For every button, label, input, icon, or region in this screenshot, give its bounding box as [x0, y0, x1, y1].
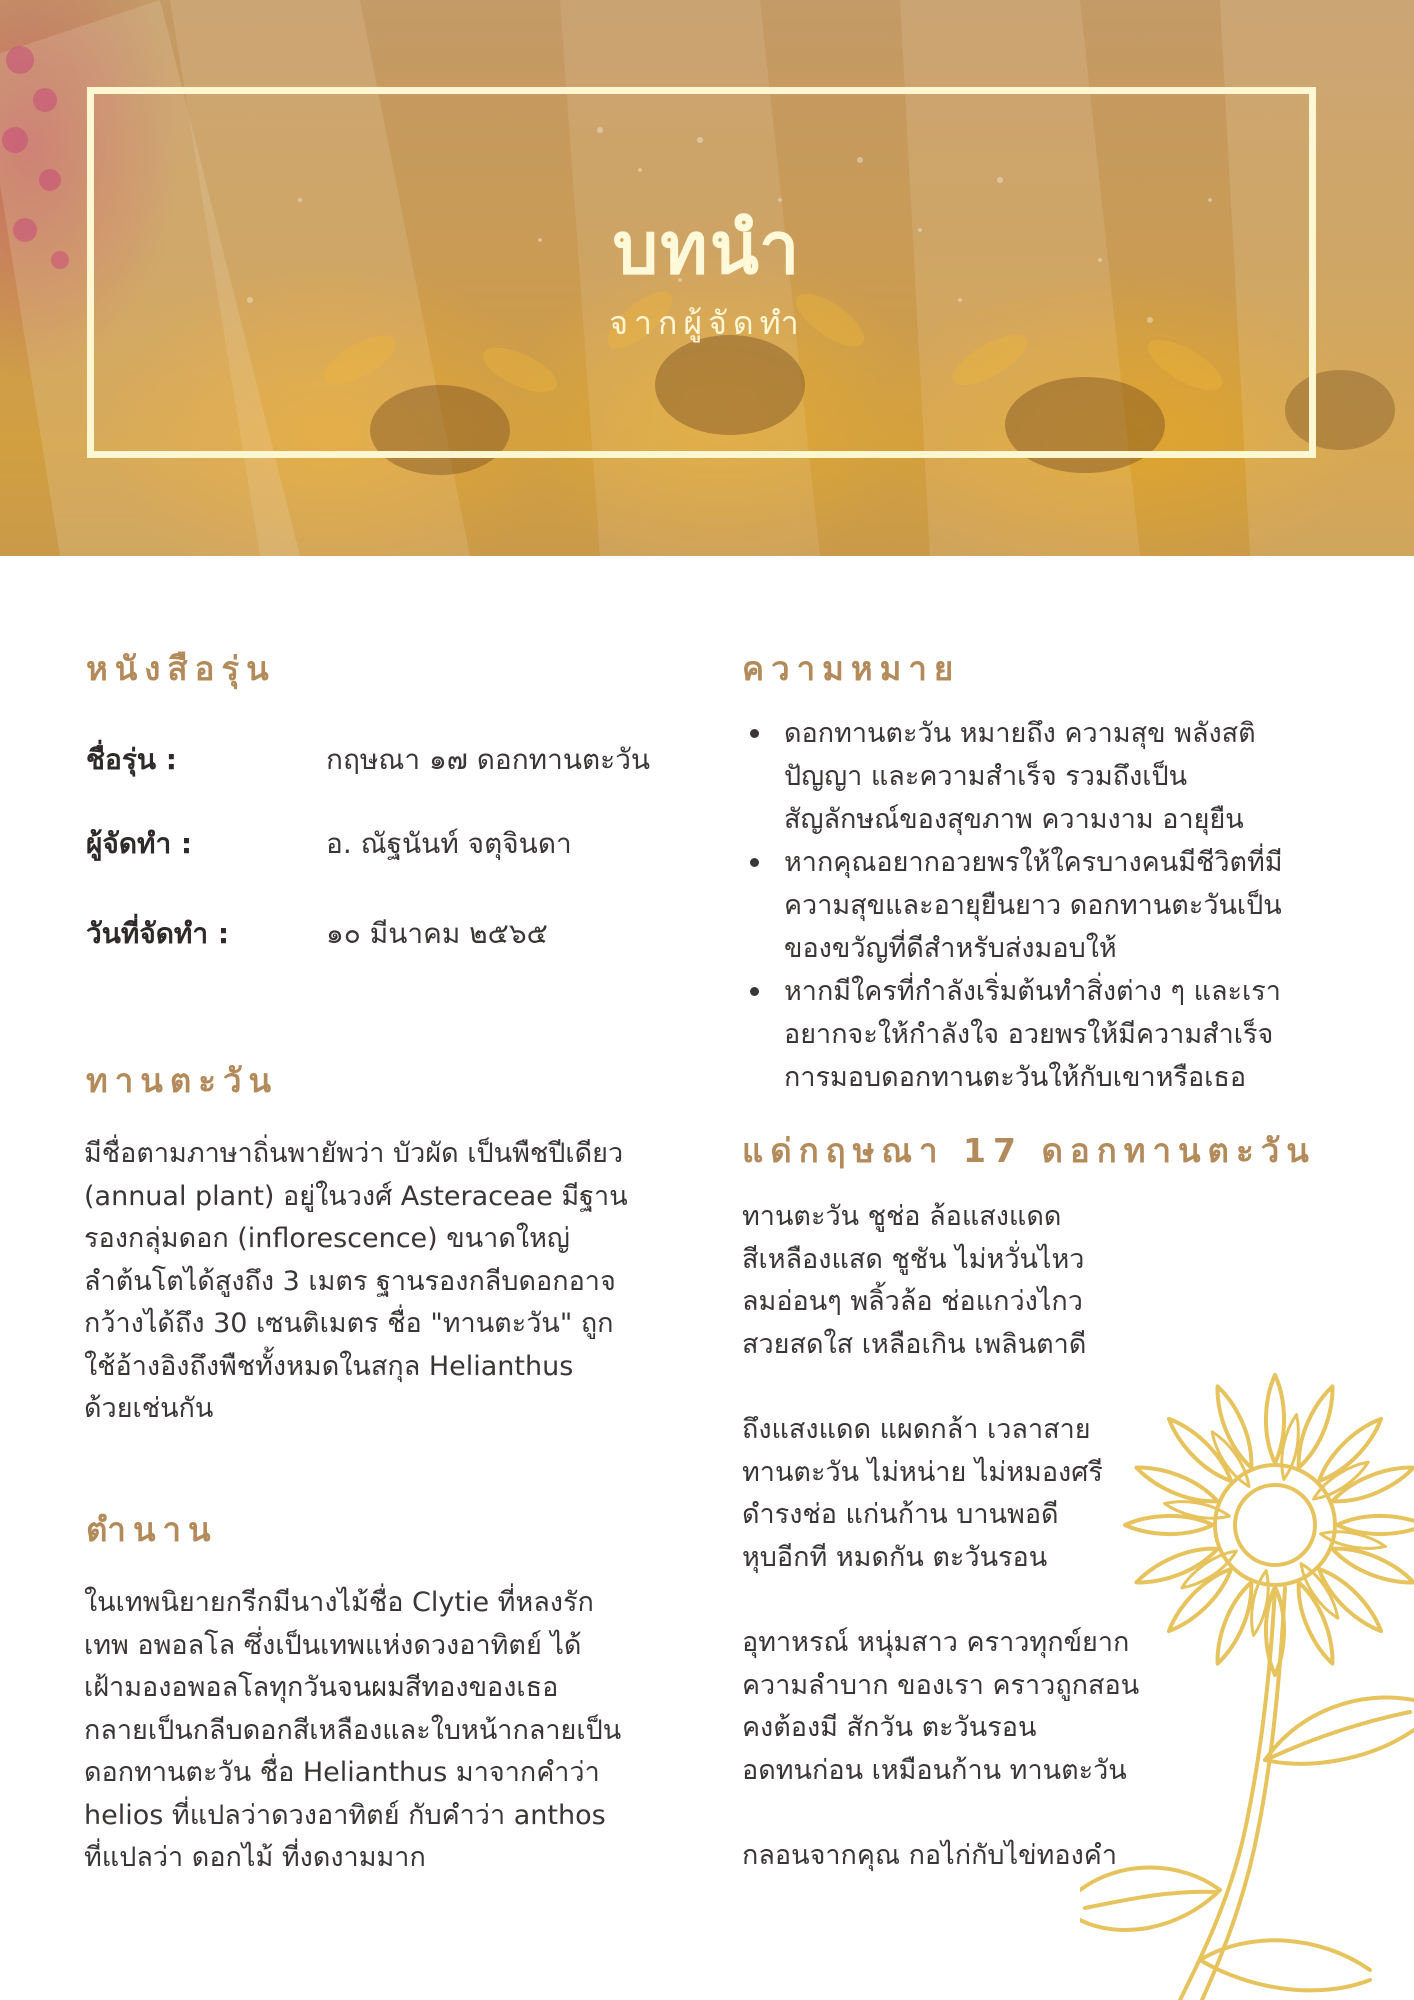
- author-label: ผู้จัดทำ :: [86, 827, 193, 860]
- paragraph-line: กลายเป็นกลีบดอกสีเหลืองและใบหน้ากลายเป็น: [84, 1714, 622, 1746]
- list-item-line: ปัญญา และความสำเร็จ รวมถึงเป็น: [784, 761, 1188, 792]
- yearbook-heading: หนังสือรุ่น: [86, 649, 276, 688]
- meaning-heading: ความหมาย: [742, 649, 961, 688]
- list-item: [742, 712, 1342, 841]
- paragraph-line: ใช้อ้างอิงถึงพืชทั้งหมดในสกุล Helianthus: [84, 1350, 574, 1382]
- poem-credit: กลอนจากคุณ กอไก่กับไข่ทองคำ: [742, 1840, 1118, 1871]
- poem-line: สวยสดใส เหลือเกิน เพลินตาดี: [742, 1328, 1087, 1360]
- paragraph-line: ลำต้นโตได้สูงถึง 3 เมตร ฐานรองกลีบดอกอาจ: [84, 1265, 616, 1297]
- list-item: [742, 970, 1342, 1099]
- class-name-value: กฤษณา ๑๗ ดอกทานตะวัน: [326, 743, 651, 776]
- list-item-line: การมอบดอกทานตะวันให้กับเขาหรือเธอ: [784, 1062, 1247, 1093]
- list-item-line: ของขวัญที่ดีสำหรับส่งมอบให้: [784, 933, 1117, 964]
- paragraph-line: เทพ อพอลโล ซึ่งเป็นเทพแห่งดวงอาทิตย์ ได้: [84, 1629, 582, 1661]
- paragraph-line: ในเทพนิยายกรีกมีนางไม้ชื่อ Clytie ที่หลงรัก: [84, 1587, 594, 1618]
- poem: [742, 1196, 1302, 1878]
- poem-heading: แด่กฤษณา 17 ดอกทานตะวัน: [742, 1131, 1316, 1170]
- poem-line: ทานตะวัน ไม่หน่าย ไม่หมองศรี: [742, 1456, 1103, 1488]
- poem-line: ความลำบาก ของเรา คราวถูกสอน: [742, 1669, 1140, 1701]
- meaning-list: [742, 712, 1342, 1099]
- poem-line: สีเหลืองแสด ชูชัน ไม่หวั่นไหว: [742, 1243, 1085, 1275]
- paragraph-line: ด้วยเช่นกัน: [84, 1393, 214, 1424]
- hero-banner: [0, 0, 1414, 556]
- date-label: วันที่จัดทำ :: [86, 917, 230, 950]
- legend-paragraph: [84, 1582, 684, 1880]
- poem-stanza: [742, 1409, 1302, 1579]
- author-value: อ. ณัฐนันท์ จตุจินดา: [326, 827, 572, 860]
- page-subtitle: จากผู้จัดทำ: [609, 304, 805, 342]
- poem-stanza: [742, 1196, 1302, 1366]
- paragraph-line: (annual plant) อยู่ในวงศ์ Asteraceae มีฐาน: [84, 1180, 628, 1212]
- poem-stanza: [742, 1622, 1302, 1792]
- poem-line: อุทาหรณ์ หนุ่มสาว คราวทุกข์ยาก: [742, 1627, 1130, 1658]
- list-item-line: ความสุขและอายุยืนยาว ดอกทานตะวันเป็น: [784, 890, 1282, 921]
- paragraph-line: รองกลุ่มดอก (inflorescence) ขนาดใหญ่: [84, 1223, 570, 1254]
- paragraph-line: ที่แปลว่า ดอกไม้ ที่งดงามมาก: [84, 1842, 426, 1873]
- poem-line: อดทนก่อน เหมือนก้าน ทานตะวัน: [742, 1754, 1127, 1786]
- list-item-line: หากมีใครที่กำลังเริ่มต้นทำสิ่งต่าง ๆ และเรา: [784, 976, 1281, 1007]
- poem-line: ทานตะวัน ชูช่อ ล้อแสงแดด: [742, 1201, 1062, 1232]
- paragraph-line: กว้างได้ถึง 30 เซนติเมตร ชื่อ "ทานตะวัน" ถูก: [84, 1308, 614, 1339]
- sunflower-paragraph: [84, 1133, 684, 1431]
- paragraph-line: มีชื่อตามภาษาถิ่นพายัพว่า บัวผัด เป็นพืชปีเดียว: [84, 1138, 624, 1169]
- list-item-line: ดอกทานตะวัน หมายถึง ความสุข พลังสติ: [784, 718, 1256, 749]
- class-name-label: ชื่อรุ่น :: [86, 743, 177, 776]
- sunflower-heading: ทานตะวัน: [86, 1061, 279, 1100]
- poem-line: หุบอีกที หมดกัน ตะวันรอน: [742, 1541, 1048, 1573]
- list-item: [742, 841, 1342, 970]
- list-item-line: สัญลักษณ์ของสุขภาพ ความงาม อายุยืน: [784, 804, 1244, 835]
- date-value: ๑๐ มีนาคม ๒๕๖๕: [326, 917, 548, 950]
- page-title: บทนำ: [612, 206, 802, 290]
- poem-line: คงต้องมี สักวัน ตะวันรอน: [742, 1712, 1037, 1743]
- paragraph-line: helios ที่แปลว่าดวงอาทิตย์ กับคำว่า anthos: [84, 1799, 606, 1831]
- paragraph-line: ดอกทานตะวัน ชื่อ Helianthus มาจากคำว่า: [84, 1757, 600, 1788]
- list-item-line: อยากจะให้กำลังใจ อวยพรให้มีความสำเร็จ: [784, 1019, 1274, 1050]
- legend-heading: ตำนาน: [86, 1510, 218, 1549]
- list-item-line: หากคุณอยากอวยพรให้ใครบางคนมีชีวิตที่มี: [784, 847, 1283, 878]
- poem-line: ลมอ่อนๆ พลิ้วล้อ ช่อแกว่งไกว: [742, 1286, 1083, 1317]
- paragraph-line: เฝ้ามองอพอลโลทุกวันจนผมสีทองของเธอ: [84, 1672, 559, 1703]
- poem-line: ถึงแสงแดด แผดกล้า เวลาสาย: [742, 1414, 1091, 1445]
- poem-line: ดำรงช่อ แก่นก้าน บานพอดี: [742, 1499, 1059, 1530]
